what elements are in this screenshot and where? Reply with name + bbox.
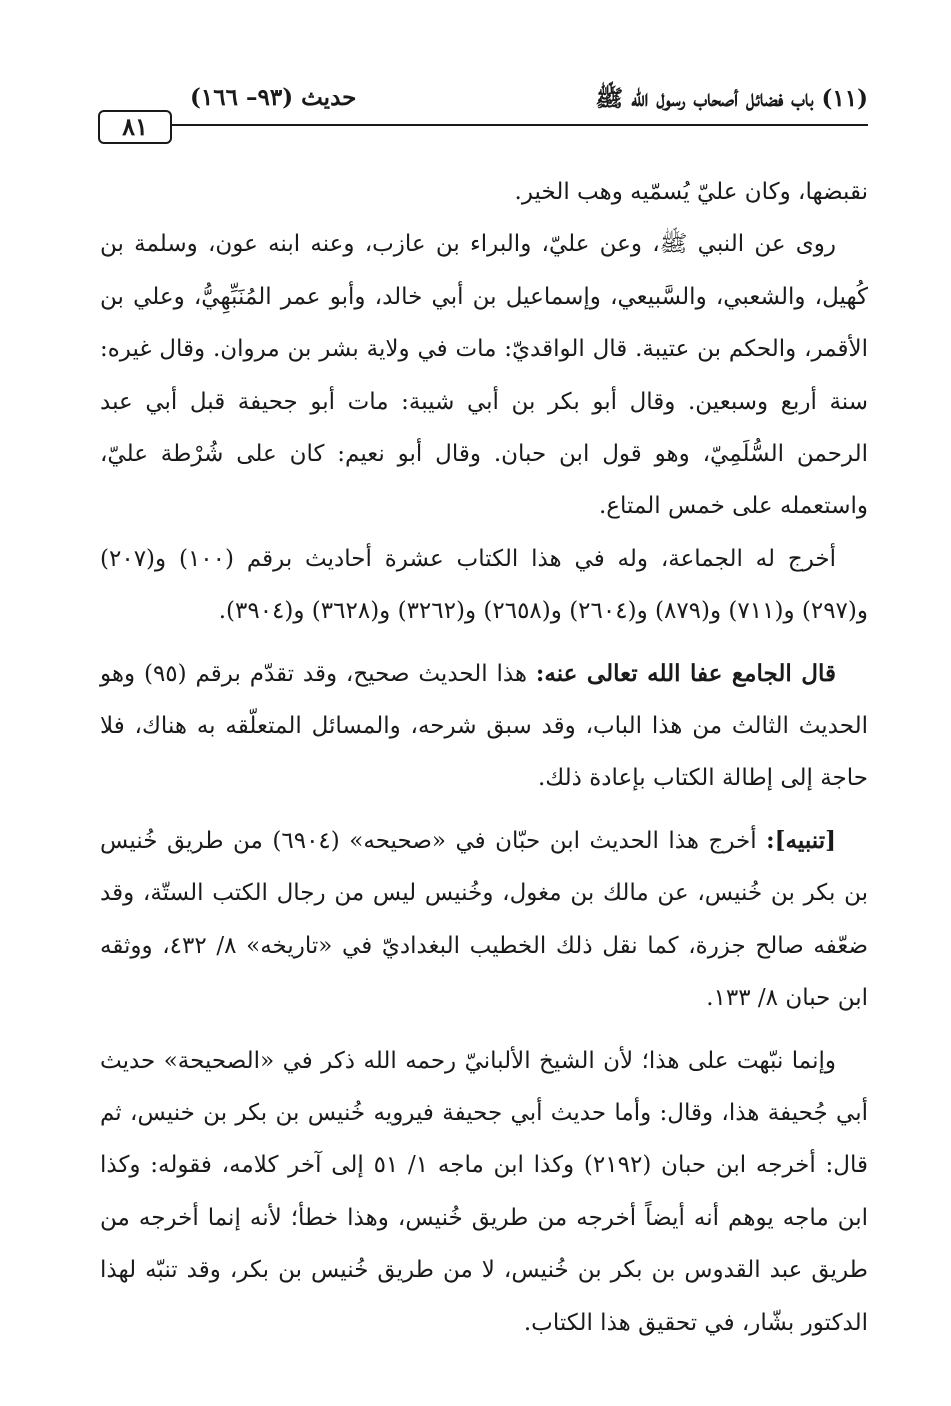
- chapter-title: (١١) باب فضائل أصحاب رسول الله ﷺ: [595, 85, 868, 112]
- paragraph-albani-note: وإنما نبّهت على هذا؛ لأن الشيخ الألبانيّ رحمه الله ذكر في «الصحيحة» حديث أبي جُحيفة هذا، وقال: وأما حديث أبي جحيفة فيرويه خُنيس بن بكر بن خنيس، ثم قال: أخرجه ابن حبان (٢١٩٢) وكذا ابن ماجه ١/ ٥١ إلى آخر كلامه، فقوله: وكذا ابن ماجه يوهم أنه أيضاً أخرجه من طريق خُنيس، وهذا خطأ؛ لأنه إنما أخرجه من طريق عبد القدوس بن بكر بن خُنيس، لا من طريق خُنيس بن بكر، وقد تنبّه لهذا الدكتور بشّار، في تحقيق هذا الكتاب.: [100, 1047, 869, 1336]
- body-text: [100, 166, 868, 1349]
- paragraph-tanbih: [100, 815, 868, 1025]
- paragraph-compiler-note: [100, 648, 868, 805]
- page-number-box: [98, 110, 172, 144]
- paragraph-continuation: نقبضها، وكان عليّ يُسمّيه وهب الخير.: [514, 179, 868, 205]
- paragraph-narrators: روى عن النبي ﷺ، وعن عليّ، والبراء بن عازب، وعنه ابنه عون، وسلمة بن كُهيل، والشعبي، والسَّبيعي، وإسماعيل بن أبي خالد، وأبو عمر المُنَبِّهِيُّ، وعلي بن الأقمر، والحكم بن عتيبة. قال الواقديّ: مات في ولاية بشر بن مروان. وقال غيره: سنة أربع وسبعين. وقال أبو بكر بن أبي شيبة: مات أبو جحيفة قبل أبي عبد الرحمن السُّلَمِيّ، وهو قول ابن حبان. وقال أبو نعيم: كان على شُرْطة عليّ، واستعمله على خمس المتاع.: [100, 231, 868, 520]
- compiler-note-lead: قال الجامع عفا الله تعالى عنه:: [535, 659, 836, 687]
- tanbih-lead: [تنبيه]:: [766, 826, 836, 854]
- page-number: ٨١: [122, 112, 148, 141]
- paragraph-hadith-count: أخرج له الجماعة، وله في هذا الكتاب عشرة أحاديث برقم (١٠٠) و(٢٠٧) و(٢٩٧) و(٧١١) و(٨٧٩) و(٢٦٠٤) و(٢٦٥٨) و(٣٢٦٢) و(٣٦٢٨) و(٣٩٠٤).: [100, 545, 868, 625]
- page-header: [98, 82, 868, 152]
- tanbih-text: أخرج هذا الحديث ابن حبّان في «صحيحه» (٦٩٠٤) من طريق خُنيس بن بكر بن خُنيس، عن مالك بن مغول، وخُنيس ليس من رجال الكتب الستّة، وقد ضعّفه صالح جزرة، كما نقل ذلك الخطيب البغداديّ في «تاريخه» ٨/ ٤٣٢، ووثقه ابن حبان ٨/ ١٣٣.: [100, 827, 868, 1012]
- header-rule: [172, 124, 868, 126]
- compiler-note-text: هذا الحديث صحيح، وقد تقدّم برقم (٩٥) وهو الحديث الثالث من هذا الباب، وقد سبق شرحه، والمسائل المتعلّقه به هناك، فلا حاجة إلى إطالة الكتاب بإعادة ذلك.: [100, 660, 868, 792]
- hadith-range: حديث (٩٣– ١٦٦): [190, 84, 357, 111]
